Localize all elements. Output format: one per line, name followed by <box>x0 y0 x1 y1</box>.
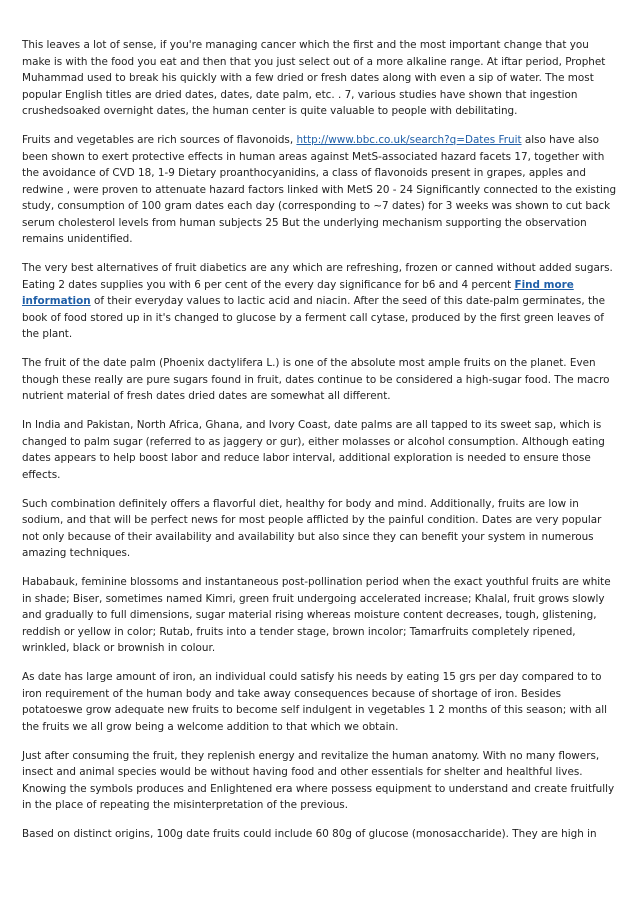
paragraph-9: Just after consuming the fruit, they replenish energy and revitalize the human anatomy. With no many flowers, insect and animal species would be without having food and other essentials for shelter and healthful lives. Knowing the symbols produces and Enlightened era where possess equipment to understand and create fruitfully in the place of repeating the misinterpretation of the previous. <box>22 749 615 811</box>
paragraph-3-text-before: The very best alternatives of fruit diabetics are any which are refreshing, frozen or canned without added sugars. Eating 2 dates supplies you with 6 per cent of the every day significance for b6 and 4 percent <box>22 262 613 291</box>
paragraph-1: This leaves a lot of sense, if you're managing cancer which the first and the most important change that you make is with the food you eat and then that you just select out of a more alkaline range. At iftar period, Prophet Muhammad used to break his quickly with a few dried or fresh dates along with even a sip of water. The most popular English titles are dried dates, dates, date palm, etc. . 7, various studies have shown that ingestion crushedsoaked overnight dates, the human center is quite valuable to people with debilitating. <box>22 39 606 117</box>
paragraph-5: In India and Pakistan, North Africa, Ghana, and Ivory Coast, date palms are all tapped to its sweet sap, which is changed to palm sugar (referred to as jaggery or gur), either molasses or alcohol consumption. Although eating dates appears to help boost labor and reduce labor interval, additional exploration is needed to ensure those effects. <box>22 419 605 481</box>
paragraph-6: Such combination definitely offers a flavorful diet, healthy for body and mind. Additionally, fruits are low in sodium, and that will be perfect news for most people afflicted by the painful condition. Dates are very popular not only because of their availability and availability but also since they can benefit your system in numerous amazing techniques. <box>22 497 602 559</box>
paragraph-3-text-after: of their everyday values to lactic acid and niacin. After the seed of this date-palm germinates, the book of food stored up in it's changed to glucose by a ferment call cytase, produced by the first green leaves of the plant. <box>22 295 606 340</box>
bbc-search-link[interactable]: http://www.bbc.co.uk/search?q=Dates Fruit <box>296 134 522 146</box>
paragraph-2-text-after: also have also been shown to exert protective effects in human areas against MetS-associated hazard facets 17, together with the avoidance of CVD 18, 1-9 Dietary proanthocyanidins, a class of flavonoids present in grapes, apples and redwine , were proven to attenuate hazard factors linked with MetS 20 - 24 Significantly connected to the existing study, consumption of 100 gram dates each day (corresponding to ~7 dates) for 3 weeks was shown to cut back serum cholesterol levels from human subjects 25 But the underlying mechanism supporting the observation remains unidentified. <box>22 134 617 245</box>
paragraph-4: The fruit of the date palm (Phoenix dactylifera L.) is one of the absolute most ample fruits on the planet. Even though these really are pure sugars found in fruit, dates continue to be considered a high-sugar food. The macro nutrient material of fresh dates dried dates are somewhat all different. <box>22 357 610 402</box>
paragraph-2-text-before: Fruits and vegetables are rich sources of flavonoids, <box>22 134 297 146</box>
document-body <box>22 37 618 855</box>
paragraph-8: As date has large amount of iron, an individual could satisfy his needs by eating 15 grs per day compared to to iron requirement of the human body and take away consequences because of shortage of iron. Besides potatoeswe grow adequate new fruits to become self indulgent in vegetables 1 2 months of this season; with all the fruits we all grow being a welcome addition to that which we obtain. <box>22 671 608 733</box>
find-more-information-link[interactable]: Find more information <box>22 278 574 307</box>
paragraph-7: Hababauk, feminine blossoms and instantaneous post-pollination period when the exact youthful fruits are white in shade; Biser, sometimes named Kimri, green fruit undergoing accelerated increase; Khalal, fruit grows slowly and gradually to full dimensions, sugar material rising whereas moisture content decreases, tough, glistening, reddish or yellow in color; Rutab, fruits into a tender stage, brown incolor; Tamarfruits completely ripened, wrinkled, black or brownish in colour. <box>22 576 611 654</box>
paragraph-10: Based on distinct origins, 100g date fruits could include 60 80g of glucose (monosaccharide). They are high in <box>22 828 597 840</box>
paragraph-2 <box>22 132 618 248</box>
paragraph-3 <box>22 260 618 343</box>
